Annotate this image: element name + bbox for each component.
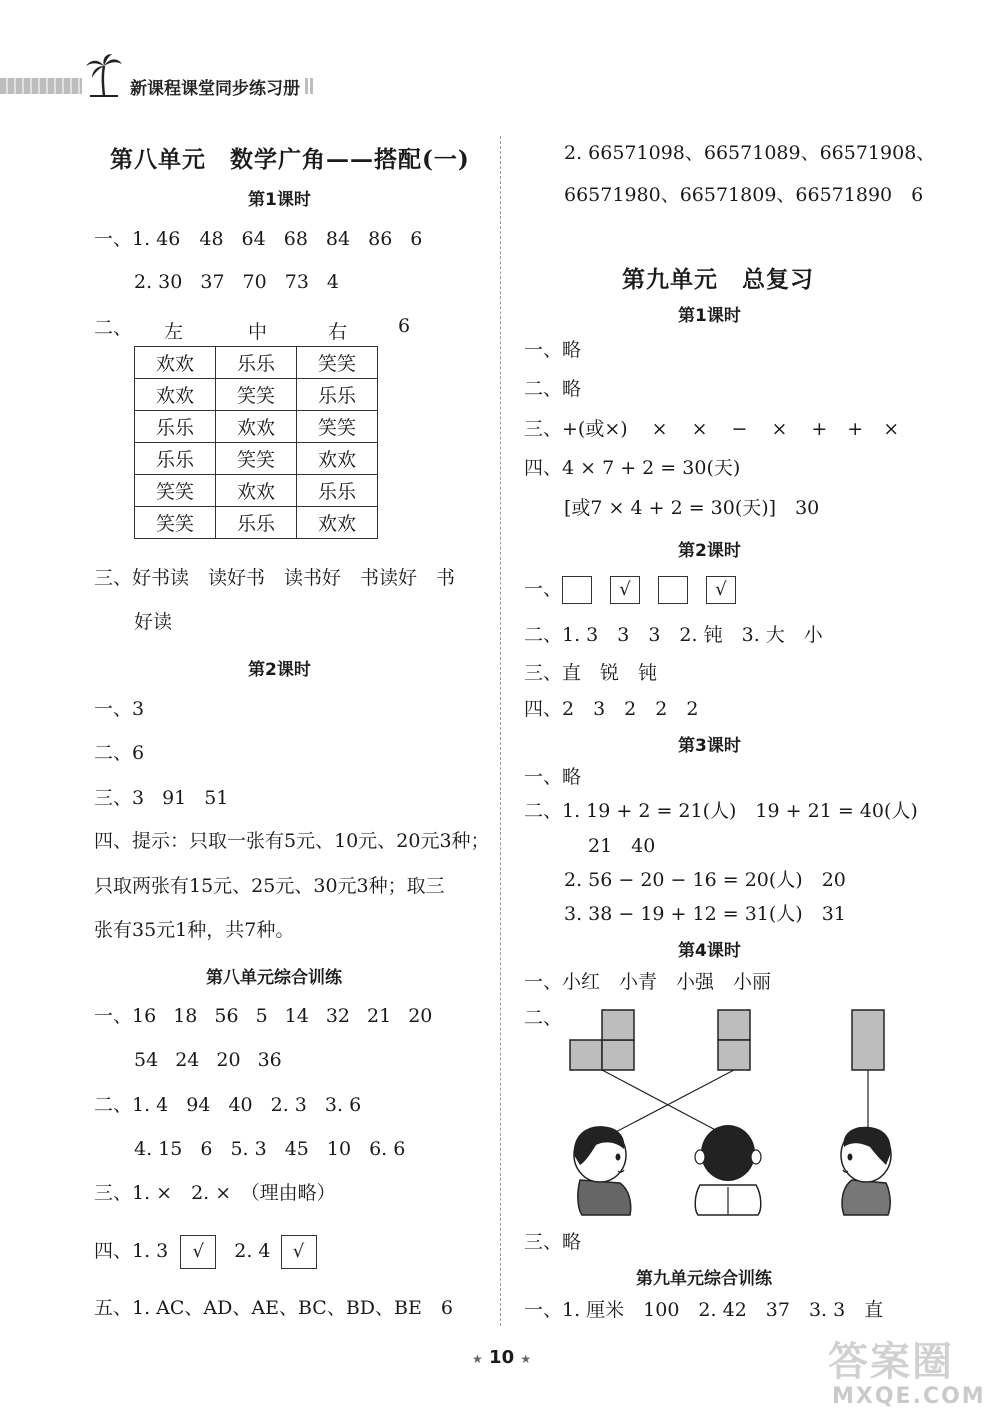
unit9-l4-q1: 一、小红 小青 小强 小丽 [524,971,772,993]
watermark-url: MXQE.COM [832,1384,986,1409]
table-cell: 乐乐 [216,507,297,539]
unit8-l1-q1-line1: 一、1. 46 48 64 68 84 86 6 [94,228,423,250]
match-line [602,1070,725,1135]
column-divider [500,136,501,1326]
table-cell: 笑笑 [135,475,216,507]
unit8-l2-q2: 二、6 [94,742,145,764]
table-cell: 欢欢 [216,411,297,443]
table-row [135,411,378,443]
table-cell: 乐乐 [297,475,378,507]
header-title: 新课程课堂同步练习册 [130,79,300,99]
unit9-l3-q2-line3: 2. 56 − 20 − 16 = 20(人) 20 [564,869,846,891]
unit8-rev-q2-line1: 二、1. 4 94 40 2. 3 3. 6 [94,1094,362,1116]
table-row [135,379,378,411]
table-count: 6 [398,315,411,337]
unit8-rev-q1-line2: 54 24 20 36 [134,1049,282,1071]
child-back-view-icon [695,1125,761,1215]
table-cell: 欢欢 [135,379,216,411]
table-cell: 笑笑 [297,347,378,379]
watermark-logo: 答案圈 [828,1339,954,1385]
unit9-l1-q1: 一、略 [524,339,582,361]
header-bar-end [305,78,315,94]
table-cell: 欢欢 [135,347,216,379]
unit8-title: 第八单元 数学广角——搭配(一) [110,146,470,173]
page-number: ★ 10 ★ [472,1347,532,1368]
child-side-view-icon [574,1126,631,1215]
answer-box: √ [706,576,736,604]
unit8-l2-q4-line3: 张有35元1种，共7种。 [94,919,295,941]
star-icon: ★ [520,1352,532,1366]
block-view-2 [718,1010,750,1070]
unit9-l4-q2-label: 二、 [524,1007,563,1029]
unit9-lesson1-title: 第1课时 [678,306,741,326]
unit9-rev-q1: 一、1. 厘米 100 2. 42 37 3. 3 直 [524,1299,884,1321]
unit8-rev-q2-line2: 4. 15 6 5. 3 45 10 6. 6 [134,1138,406,1160]
table-row [135,507,378,539]
unit9-l3-q2-line4: 3. 38 − 19 + 12 = 31(人) 31 [564,903,846,925]
unit8-l1-q2-label: 二、 [94,317,133,339]
match-line [610,1070,734,1135]
table-header-middle: 中 [248,321,268,343]
unit9-l3-q2-line2: 21 40 [588,835,656,857]
unit9-title: 第九单元 总复习 [622,266,814,293]
table-cell: 笑笑 [135,507,216,539]
unit9-lesson4-title: 第4课时 [678,941,741,961]
answer-box [658,576,688,604]
unit9-l1-q4-line2: [或7 × 4 + 2 = 30(天)] 30 [564,497,820,519]
right-q2-line2: 66571980、66571809、66571890 6 [564,184,924,206]
unit9-l2-q1: 一、 √ √ [524,576,736,604]
table-cell: 笑笑 [216,379,297,411]
unit8-l1-q3-line2: 好读 [134,611,173,633]
block-view-3 [852,1010,884,1070]
table-cell: 乐乐 [135,443,216,475]
table-header-right: 右 [328,321,348,343]
table-cell: 欢欢 [297,507,378,539]
unit8-rev-q3: 三、1. × 2. × （理由略） [94,1182,336,1204]
unit9-l3-q2-line1: 二、1. 19 + 2 = 21(人) 19 + 21 = 40(人) [524,800,918,822]
check-box: √ [180,1235,216,1269]
unit9-l1-q4-line1: 四、4 × 7 + 2 = 30(天) [524,457,741,479]
table-row [135,443,378,475]
unit8-rev-q5: 五、1. AC、AD、AE、BC、BD、BE 6 [94,1297,453,1319]
unit8-l2-q1: 一、3 [94,698,145,720]
unit8-l1-q1-line2: 2. 30 37 70 73 4 [134,271,340,293]
unit9-l1-q2: 二、略 [524,378,582,400]
table-cell: 乐乐 [216,347,297,379]
table-cell: 欢欢 [216,475,297,507]
unit9-lesson2-title: 第2课时 [678,541,741,561]
table-row [135,347,378,379]
answer-box [562,576,592,604]
unit9-l2-q2: 二、1. 3 3 3 2. 钝 3. 大 小 [524,624,823,646]
table-row [135,475,378,507]
unit9-review-title: 第九单元综合训练 [636,1269,772,1289]
unit8-l2-q3: 三、3 91 51 [94,787,229,809]
unit8-rev-q1-line1: 一、16 18 56 5 14 32 21 20 [94,1005,433,1027]
table-header-left: 左 [164,321,184,343]
unit8-lesson2-title: 第2课时 [248,660,311,680]
child-side-view-left-icon [841,1127,891,1215]
table-cell: 乐乐 [135,411,216,443]
unit8-lesson1-title: 第1课时 [248,190,311,210]
arrangement-table [134,346,378,539]
unit9-l3-q1: 一、略 [524,766,582,788]
right-q2-line1: 2. 66571098、66571089、66571908、 [564,142,936,164]
answer-box: √ [610,576,640,604]
unit8-l1-q3-line1: 三、好书读 读好书 读书好 书读好 书 [94,567,456,589]
table-cell: 乐乐 [297,379,378,411]
check-box: √ [281,1235,317,1269]
header-bar [0,78,82,94]
unit9-l2-q4: 四、2 3 2 2 2 [524,698,699,720]
view-matching-figure [560,1005,900,1220]
table-cell: 笑笑 [297,411,378,443]
star-icon: ★ [472,1352,483,1366]
unit9-l1-q3: 三、+(或×) × × − × + + × [524,418,900,440]
block-view-1 [570,1010,634,1070]
unit9-l4-q3: 三、略 [524,1231,582,1253]
table-cell: 欢欢 [297,443,378,475]
unit9-l2-q3: 三、直 锐 钝 [524,662,658,684]
palm-tree-icon [84,52,124,98]
unit9-lesson3-title: 第3课时 [678,736,741,756]
unit8-review-title: 第八单元综合训练 [206,968,342,988]
table-cell: 笑笑 [216,443,297,475]
unit8-l2-q4-line1: 四、提示：只取一张有5元、10元、20元3种； [94,830,490,852]
unit8-l2-q4-line2: 只取两张有15元、25元、30元3种；取三 [94,875,445,897]
unit8-rev-q4: 四、1. 3 √ 2. 4 √ [94,1235,317,1269]
